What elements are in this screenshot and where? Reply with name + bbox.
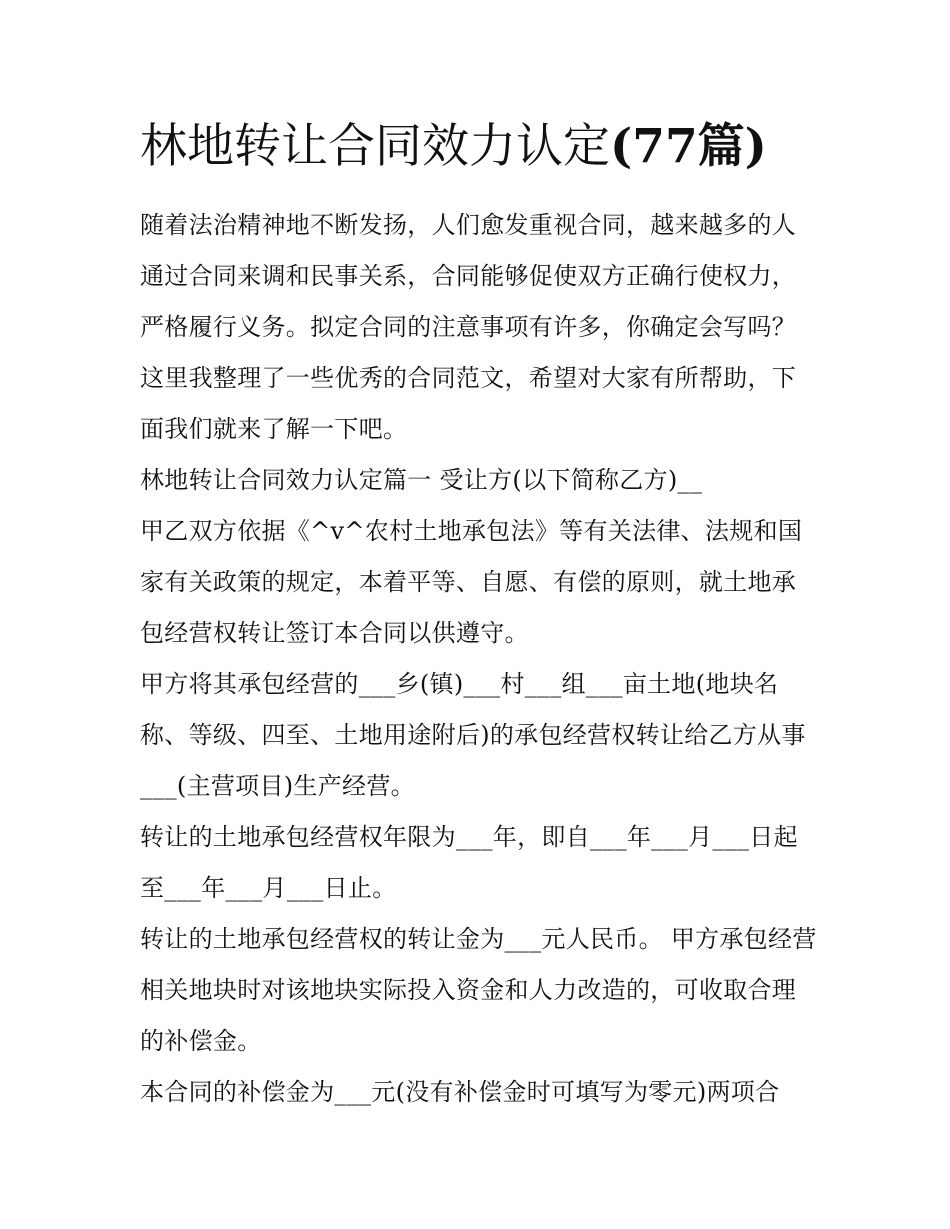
paragraph-compensation: 本合同的补偿金为___元(没有补偿金时可填写为零元)两项合 [140,1078,780,1106]
paragraph-term: 转让的土地承包经营权年限为___年，即自___年___月___日起至___年___月___日止。 [140,823,798,902]
paragraph-intro: 随着法治精神地不断发扬，人们愈发重视合同，越来越多的人通过合同来调和民事关系，合同能够促使双方正确行使权力，严格履行义务。拟定合同的注意事项有许多，你确定会写吗？这里我整理了一些优秀的合同范文，希望对大家有所帮助，下面我们就来了解一下吧。 [140,211,797,443]
paragraph-land-details: 甲方将其承包经营的___乡(镇)___村___组___亩土地(地块名称、等级、四至、土地用途附后)的承包经营权转让给乙方从事___(主营项目)生产经营。 [140,670,806,800]
document-title [140,112,820,182]
paragraph-transfer-fee: 转让的土地承包经营权的转让金为___元人民币。 甲方承包经营相关地块时对该地块实际投入资金和人力改造的，可收取合理的补偿金。 [140,925,817,1055]
title-suffix: (77篇) [610,119,767,174]
document-body [140,112,820,1118]
title-main: 林地转让合同效力认定 [140,119,610,174]
paragraph-section-heading: 林地转让合同效力认定篇一 受让方(以下简称乙方)__ [140,466,703,494]
paragraph-legal-basis: 甲乙双方依据《^v^农村土地承包法》等有关法律、法规和国家有关政策的规定，本着平等、自愿、有偿的原则，就土地承包经营权转让签订本合同以供遵守。 [140,517,803,647]
